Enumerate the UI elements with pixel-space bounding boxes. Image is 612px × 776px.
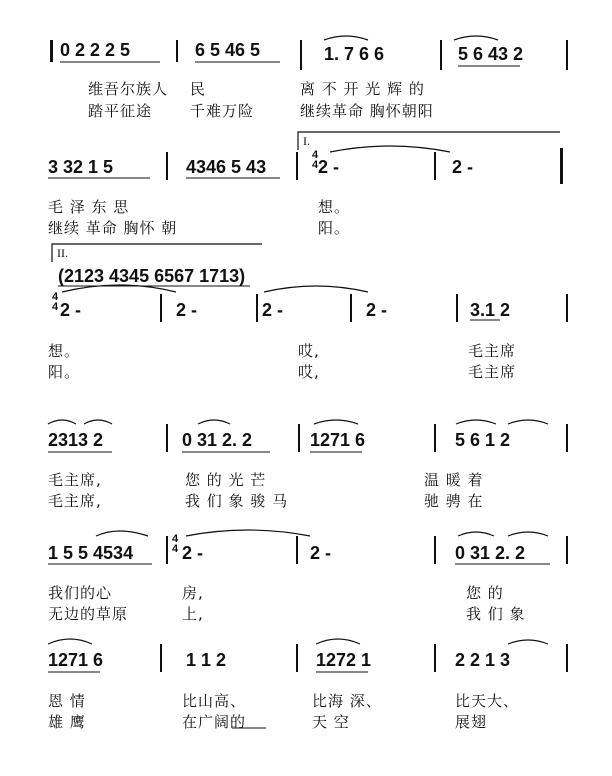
lyric-line-1: 比海 深、 [312,692,382,710]
volta-label-1: I. [303,134,310,148]
notation-measure: 2 - [310,543,332,563]
lyric-line-1: 民 [190,80,207,98]
lyric-line-2: 我 们 象 [466,605,526,623]
time-sig-numerator: 4 [52,291,59,303]
lyric-line-1: 维吾尔族人 [88,80,169,98]
lyric-line-1: 哎, [298,342,320,360]
lyric-line-1: 比天大、 [455,692,520,710]
volta-label-2: II. [57,246,68,260]
notation-measure: 3 32 1 5 [48,157,114,177]
notation-measure: 2 - [60,300,82,320]
notation-measure: 2313 2 [48,430,104,450]
notation-measure: 1271 6 [310,430,366,450]
lyric-line-1: 离 不 开 光 辉 的 [300,80,425,98]
lyric-line-2: 毛主席, [48,492,102,510]
notation-measure: 5 6 1 2 [455,430,511,450]
notation-measure: 0 31 2. 2 [182,430,253,450]
lyric-line-2: 展翅 [455,713,488,731]
lyric-line-1: 我们的心 [48,584,113,602]
notation-measure: 2 - [176,300,198,320]
time-sig-numerator: 4 [172,533,179,545]
notation-measure: 6 5 46 5 [195,40,261,60]
notation-measure: 0 2 2 2 5 [60,40,131,60]
lyric-line-1: 毛主席, [48,471,102,489]
lyric-line-1: 想。 [318,198,351,216]
notation-measure: 2 - [182,543,204,563]
lyric-line-1: 恩 情 [48,692,86,710]
lyric-line-1: 比山高、 [182,692,247,710]
lyric-line-2: 天 空 [312,713,350,731]
notation-measure: 0 31 2. 2 [455,543,526,563]
lyric-line-1: 您 的 [466,584,504,602]
lyric-line-1: 房, [182,584,204,602]
notation-measure: 1271 6 [48,650,104,670]
lyric-line-1: 毛主席 [468,342,517,360]
lyric-line-2: 驰 骋 在 [424,492,484,510]
time-sig-denominator: 4 [312,159,319,171]
time-sig-numerator: 4 [312,149,319,161]
lyric-line-2: 阳。 [318,219,351,237]
notation-measure: 1 5 5 4534 [48,543,134,563]
lyric-line-2: 继续 革命 胸怀 朝 [48,219,178,237]
lyric-line-2: 阳。 [48,363,81,381]
notation-measure: 4346 5 43 [186,157,267,177]
lyric-line-2: 踏平征途 [88,102,153,120]
notation-measure: 3.1 2 [470,300,511,320]
notation-measure: 1272 1 [316,650,372,670]
time-sig-denominator: 4 [52,301,59,313]
time-signature [52,292,58,312]
lyric-line-2: 哎, [298,363,320,381]
lyric-line-1: 想。 [48,342,81,360]
lyric-line-2: 雄 鹰 [48,713,86,731]
lyric-line-2: 上, [182,605,204,623]
lyric-line-2: 在广阔的 [182,713,247,731]
lyric-line-2: 我 们 象 骏 马 [185,492,289,510]
lyric-line-2: 继续革命 胸怀朝阳 [300,102,434,120]
lyric-line-2: 千难万险 [190,102,255,120]
notation-measure: 2 - [318,157,340,177]
lyric-line-2: 毛主席 [468,363,517,381]
notation-measure: 1 1 2 [186,650,227,670]
time-sig-denominator: 4 [172,543,179,555]
notation-measure: 2 - [452,157,474,177]
lyric-line-1: 温 暖 着 [424,471,484,489]
lyric-line-1: 您 的 光 芒 [185,471,267,489]
time-signature [172,534,178,554]
notation-measure: (2123 4345 6567 1713) [58,266,246,286]
notation-measure: 5 6 43 2 [458,44,524,64]
lyric-line-1: 毛 泽 东 思 [48,198,130,216]
notation-measure: 1. 7 6 6 [324,44,385,64]
lyric-line-2: 无边的草原 [48,605,129,623]
notation-measure: 2 - [366,300,388,320]
notation-measure: 2 - [262,300,284,320]
notation-measure: 2 2 1 3 [455,650,511,670]
